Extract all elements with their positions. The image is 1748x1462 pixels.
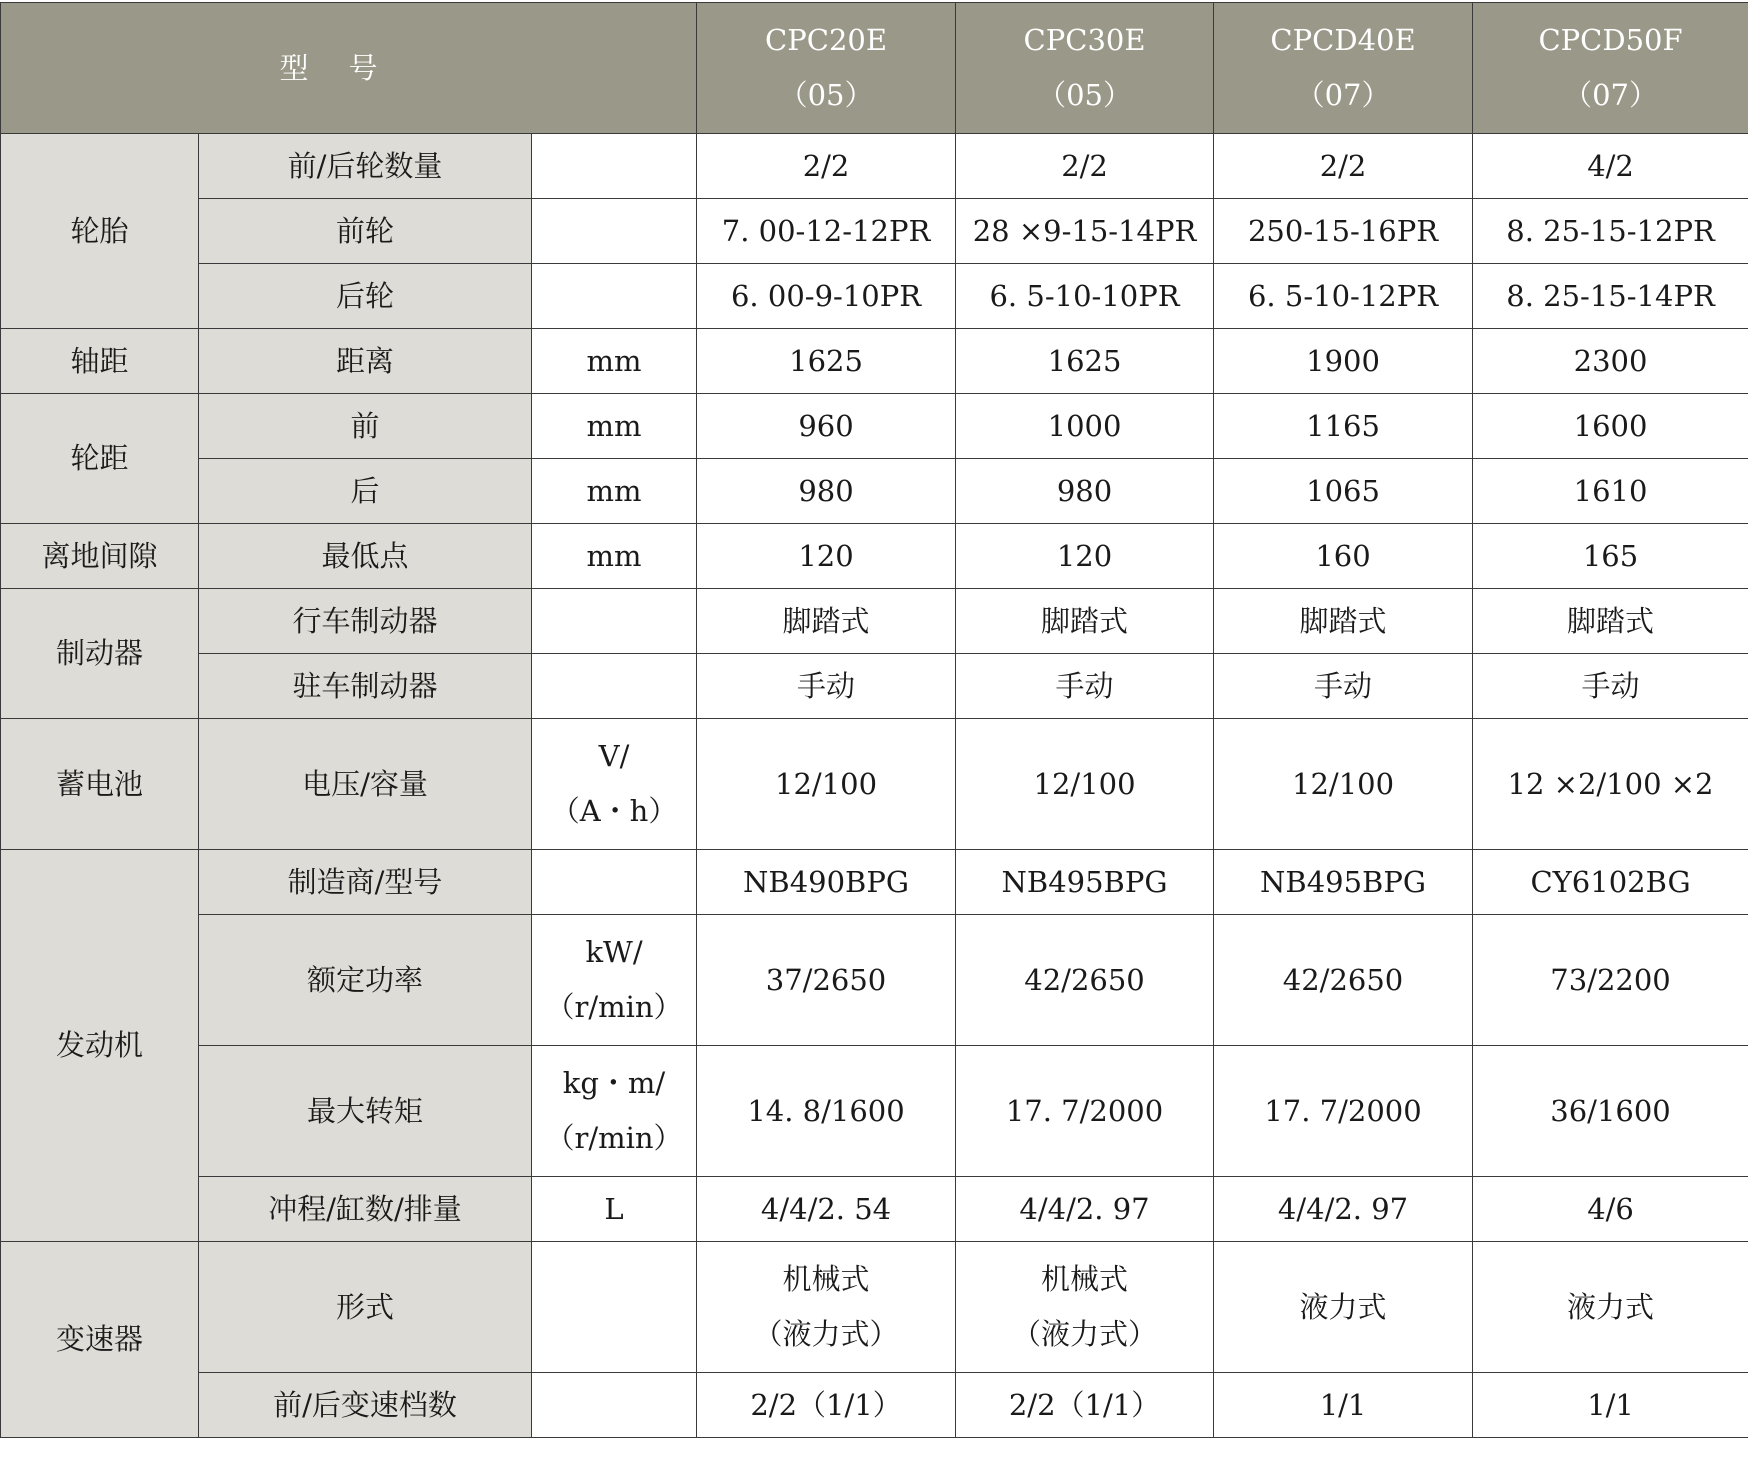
unit-cell [532, 199, 697, 264]
unit-cell [532, 1242, 697, 1373]
value-cell: 8. 25-15-14PR [1473, 264, 1748, 329]
value-cell: 4/6 [1473, 1177, 1748, 1242]
group-label: 轮胎 [1, 134, 199, 329]
param-label: 距离 [199, 329, 532, 394]
param-label: 冲程/缸数/排量 [199, 1177, 532, 1242]
value-cell: 1000 [956, 394, 1214, 459]
value-cell: 1625 [697, 329, 956, 394]
param-label: 后 [199, 459, 532, 524]
value-cell: 手动 [956, 654, 1214, 719]
param-label: 前 [199, 394, 532, 459]
group-label: 蓄电池 [1, 719, 199, 850]
group-label: 变速器 [1, 1242, 199, 1438]
model-header [956, 3, 1214, 134]
unit-line: （A・h） [550, 794, 678, 828]
param-label: 前/后轮数量 [199, 134, 532, 199]
group-label: 轴距 [1, 329, 199, 394]
unit-cell [532, 654, 697, 719]
value-cell: 8. 25-15-12PR [1473, 199, 1748, 264]
table-row [1, 199, 1748, 264]
value-cell: CY6102BG [1473, 850, 1748, 915]
table-row [1, 134, 1748, 199]
value-cell: 6. 5-10-10PR [956, 264, 1214, 329]
table-row [1, 1046, 1748, 1177]
value-cell: 17. 7/2000 [956, 1046, 1214, 1177]
value-cell: 4/4/2. 54 [697, 1177, 956, 1242]
table-row [1, 719, 1748, 850]
param-label: 前轮 [199, 199, 532, 264]
value-cell: 1065 [1214, 459, 1473, 524]
value-cell: 2/2（1/1） [956, 1373, 1214, 1438]
value-cell: 120 [956, 524, 1214, 589]
model-code: （05） [778, 78, 874, 112]
value-cell: 1610 [1473, 459, 1748, 524]
value-cell: 160 [1214, 524, 1473, 589]
table-row [1, 394, 1748, 459]
table-row [1, 524, 1748, 589]
unit-cell [532, 134, 697, 199]
value-cell: 42/2650 [956, 915, 1214, 1046]
value-cell: 2/2 [956, 134, 1214, 199]
value-cell: 980 [697, 459, 956, 524]
unit-cell [532, 850, 697, 915]
value-line: 机械式 [1041, 1262, 1129, 1296]
value-cell: 73/2200 [1473, 915, 1748, 1046]
unit-cell: mm [532, 459, 697, 524]
value-cell: NB495BPG [1214, 850, 1473, 915]
value-cell [697, 1242, 956, 1373]
model-code: （07） [1295, 78, 1391, 112]
unit-line: （r/min） [545, 990, 683, 1024]
table-row [1, 459, 1748, 524]
value-cell: 液力式 [1473, 1242, 1748, 1373]
value-cell: 14. 8/1600 [697, 1046, 956, 1177]
model-label: 型号 [1, 3, 697, 134]
group-label: 发动机 [1, 850, 199, 1242]
value-cell [956, 1242, 1214, 1373]
value-cell: 脚踏式 [1473, 589, 1748, 654]
value-cell: 液力式 [1214, 1242, 1473, 1373]
value-cell: 2/2（1/1） [697, 1373, 956, 1438]
group-label: 离地间隙 [1, 524, 199, 589]
value-cell: 2/2 [697, 134, 956, 199]
value-cell: 脚踏式 [697, 589, 956, 654]
value-cell: 4/4/2. 97 [956, 1177, 1214, 1242]
model-code: （07） [1563, 78, 1658, 112]
table-row [1, 850, 1748, 915]
value-cell: 脚踏式 [956, 589, 1214, 654]
value-cell: 980 [956, 459, 1214, 524]
param-label: 行车制动器 [199, 589, 532, 654]
group-label: 制动器 [1, 589, 199, 719]
value-cell: 脚踏式 [1214, 589, 1473, 654]
table-row [1, 329, 1748, 394]
value-cell: 960 [697, 394, 956, 459]
model-header [1214, 3, 1473, 134]
value-cell: 手动 [1214, 654, 1473, 719]
model-header [1473, 3, 1748, 134]
value-cell: 手动 [697, 654, 956, 719]
value-cell: 36/1600 [1473, 1046, 1748, 1177]
param-label: 电压/容量 [199, 719, 532, 850]
unit-line: （r/min） [545, 1121, 683, 1155]
model-code: （05） [1037, 78, 1132, 112]
value-cell: 4/2 [1473, 134, 1748, 199]
value-cell: 12/100 [697, 719, 956, 850]
value-cell: NB495BPG [956, 850, 1214, 915]
unit-cell [532, 1373, 697, 1438]
value-cell: NB490BPG [697, 850, 956, 915]
model-name: CPC20E [765, 23, 888, 57]
value-cell: 2300 [1473, 329, 1748, 394]
table-row [1, 1242, 1748, 1373]
table-row [1, 1373, 1748, 1438]
value-cell: 1165 [1214, 394, 1473, 459]
table-row [1, 589, 1748, 654]
table-row [1, 654, 1748, 719]
value-cell: 12 ×2/100 ×2 [1473, 719, 1748, 850]
value-cell: 1/1 [1214, 1373, 1473, 1438]
value-cell: 28 ×9-15-14PR [956, 199, 1214, 264]
unit-cell [532, 1046, 697, 1177]
param-label: 最大转矩 [199, 1046, 532, 1177]
value-cell: 42/2650 [1214, 915, 1473, 1046]
param-label: 后轮 [199, 264, 532, 329]
table-row [1, 264, 1748, 329]
spec-table [0, 2, 1748, 1438]
unit-cell [532, 915, 697, 1046]
value-cell: 17. 7/2000 [1214, 1046, 1473, 1177]
unit-line: kW/ [585, 935, 643, 969]
value-cell: 1/1 [1473, 1373, 1748, 1438]
value-cell: 7. 00-12-12PR [697, 199, 956, 264]
model-name: CPCD50F [1538, 23, 1683, 57]
value-cell: 1600 [1473, 394, 1748, 459]
model-header [697, 3, 956, 134]
value-cell: 1900 [1214, 329, 1473, 394]
group-label: 轮距 [1, 394, 199, 524]
unit-line: V/ [598, 739, 630, 773]
unit-cell [532, 719, 697, 850]
param-label: 制造商/型号 [199, 850, 532, 915]
table-row [1, 1177, 1748, 1242]
value-cell: 1625 [956, 329, 1214, 394]
unit-cell: mm [532, 329, 697, 394]
model-name: CPCD40E [1270, 23, 1416, 57]
unit-cell: mm [532, 394, 697, 459]
value-cell: 4/4/2. 97 [1214, 1177, 1473, 1242]
value-cell: 250-15-16PR [1214, 199, 1473, 264]
header-row [1, 3, 1748, 134]
value-cell: 37/2650 [697, 915, 956, 1046]
value-cell: 165 [1473, 524, 1748, 589]
value-cell: 12/100 [1214, 719, 1473, 850]
value-cell: 120 [697, 524, 956, 589]
unit-line: kg・m/ [562, 1066, 666, 1100]
model-name: CPC30E [1023, 23, 1146, 57]
value-line: 机械式 [782, 1262, 870, 1296]
value-cell: 手动 [1473, 654, 1748, 719]
value-line: （液力式） [1012, 1317, 1158, 1351]
unit-cell: L [532, 1177, 697, 1242]
value-cell: 6. 00-9-10PR [697, 264, 956, 329]
unit-cell [532, 589, 697, 654]
param-label: 形式 [199, 1242, 532, 1373]
param-label: 最低点 [199, 524, 532, 589]
param-label: 前/后变速档数 [199, 1373, 532, 1438]
param-label: 驻车制动器 [199, 654, 532, 719]
value-cell: 12/100 [956, 719, 1214, 850]
unit-cell: mm [532, 524, 697, 589]
unit-cell [532, 264, 697, 329]
value-cell: 2/2 [1214, 134, 1473, 199]
table-row [1, 915, 1748, 1046]
param-label: 额定功率 [199, 915, 532, 1046]
value-cell: 6. 5-10-12PR [1214, 264, 1473, 329]
value-line: （液力式） [753, 1317, 899, 1351]
